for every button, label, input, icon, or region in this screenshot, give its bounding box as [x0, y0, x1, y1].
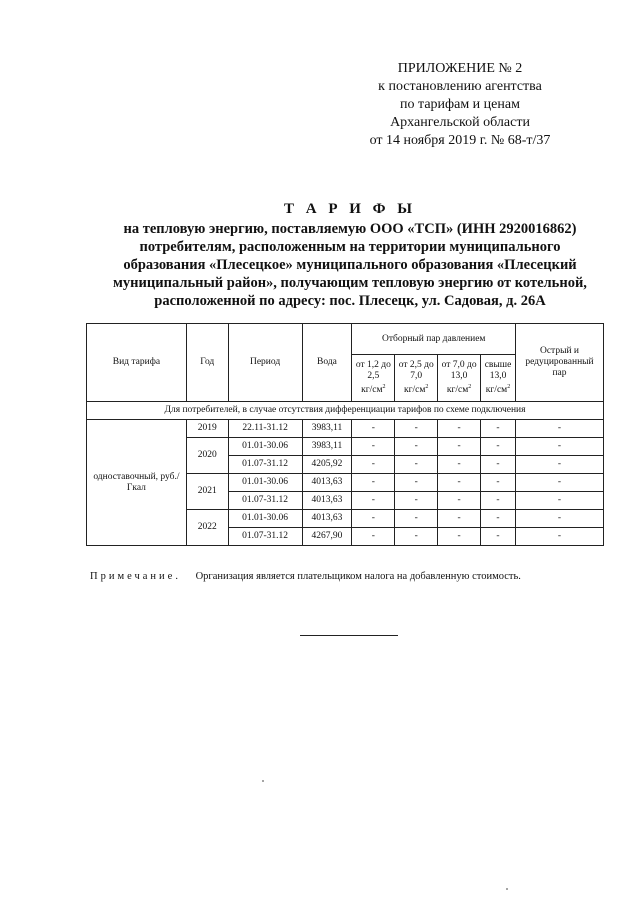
header-steam-7-13: от 7,0 до 13,0 $кг/см^2$ — [438, 355, 481, 402]
year-cell: 2019 — [186, 420, 228, 438]
dash-cell: - — [481, 528, 516, 546]
header-steam-1-2-5: от 1,2 до 2,5 $кг/см^2$ — [352, 355, 395, 402]
period-cell: 01.01-30.06 — [228, 438, 302, 456]
dash-cell: - — [515, 438, 603, 456]
water-cell: 3983,11 — [302, 438, 352, 456]
consumer-subheader: Для потребителей, в случае отсутствия дифференциации тарифов по схеме подключения — [87, 402, 604, 420]
heading-line: расположенной по адресу: пос. Плесецк, ул. Садовая, д. 26А — [154, 293, 546, 309]
header-steam-group: Отборный пар давлением — [352, 324, 516, 355]
heading-line: потребителям, расположенным на территории муниципального — [139, 239, 561, 255]
dash-cell: - — [395, 528, 438, 546]
dash-cell: - — [352, 510, 395, 528]
header-acute-steam: Острый и редуцированный пар — [515, 324, 603, 402]
water-cell: 4013,63 — [302, 492, 352, 510]
dash-cell: - — [352, 438, 395, 456]
year-cell: 2020 — [186, 438, 228, 474]
water-cell: 4267,90 — [302, 528, 352, 546]
dash-cell: - — [515, 456, 603, 474]
header-steam-over-13: свыше 13,0 $кг/см^2$ — [481, 355, 516, 402]
water-cell: 3983,11 — [302, 420, 352, 438]
period-cell: 01.01-30.06 — [228, 510, 302, 528]
period-cell: 22.11-31.12 — [228, 420, 302, 438]
header-water: Вода — [302, 324, 352, 402]
dash-cell: - — [395, 492, 438, 510]
header-year: Год — [186, 324, 228, 402]
document-title: Т А Р И Ф Ы — [283, 201, 417, 217]
dash-cell: - — [481, 492, 516, 510]
dash-cell: - — [515, 420, 603, 438]
dash-cell: - — [352, 492, 395, 510]
period-cell: 01.07-31.12 — [228, 528, 302, 546]
appendix-line: ПРИЛОЖЕНИЕ № 2 — [397, 61, 523, 76]
dash-cell: - — [438, 474, 481, 492]
period-cell: 01.01-30.06 — [228, 474, 302, 492]
dash-cell: - — [515, 492, 603, 510]
dash-cell: - — [395, 474, 438, 492]
dash-cell: - — [438, 510, 481, 528]
footnote-label: Примечание. — [90, 571, 181, 582]
heading-line: образования «Плесецкое» муниципального образования «Плесецкий — [123, 257, 577, 273]
year-cell: 2022 — [186, 510, 228, 546]
period-cell: 01.07-31.12 — [228, 492, 302, 510]
year-cell: 2021 — [186, 474, 228, 510]
appendix-line: к постановлению агентства — [378, 79, 542, 94]
dash-cell: - — [438, 438, 481, 456]
appendix-line: от 14 ноября 2019 г. № 68-т/37 — [369, 133, 551, 148]
dash-cell: - — [481, 456, 516, 474]
water-cell: 4013,63 — [302, 510, 352, 528]
dash-cell: - — [481, 510, 516, 528]
scan-speck — [262, 780, 264, 782]
dash-cell: - — [481, 420, 516, 438]
header-steam-2-5-7: от 2,5 до 7,0 $кг/см^2$ — [395, 355, 438, 402]
dash-cell: - — [515, 528, 603, 546]
dash-cell: - — [481, 474, 516, 492]
dash-cell: - — [352, 456, 395, 474]
footnote-text: Организация является плательщиком налога на добавленную стоимость. — [195, 571, 521, 582]
dash-cell: - — [395, 510, 438, 528]
dash-cell: - — [395, 456, 438, 474]
dash-cell: - — [352, 474, 395, 492]
heading-line: муниципальный район», получающим тепловую энергию от котельной, — [113, 275, 587, 291]
dash-cell: - — [438, 420, 481, 438]
header-period: Период — [228, 324, 302, 402]
footnote — [90, 571, 521, 582]
water-cell: 4013,63 — [302, 474, 352, 492]
dash-cell: - — [481, 438, 516, 456]
closing-rule — [300, 635, 398, 636]
dash-cell: - — [352, 528, 395, 546]
dash-cell: - — [515, 510, 603, 528]
table-row — [87, 420, 604, 438]
scan-speck — [506, 888, 508, 890]
heading-line: на тепловую энергию, поставляемую ООО «ТСП» (ИНН 2920016862) — [123, 221, 577, 237]
dash-cell: - — [438, 456, 481, 474]
dash-cell: - — [438, 528, 481, 546]
dash-cell: - — [438, 492, 481, 510]
appendix-line: Архангельской области — [390, 115, 530, 130]
period-cell: 01.07-31.12 — [228, 456, 302, 474]
header-tariff-type: Вид тарифа — [87, 324, 187, 402]
appendix-line: по тарифам и ценам — [400, 97, 520, 112]
water-cell: 4205,92 — [302, 456, 352, 474]
appendix-block — [340, 60, 580, 150]
dash-cell: - — [395, 438, 438, 456]
dash-cell: - — [395, 420, 438, 438]
document-heading — [80, 200, 620, 310]
tariff-table — [86, 323, 604, 546]
dash-cell: - — [352, 420, 395, 438]
dash-cell: - — [515, 474, 603, 492]
tariff-type-cell: одноставочный, руб./Гкал — [87, 420, 187, 546]
